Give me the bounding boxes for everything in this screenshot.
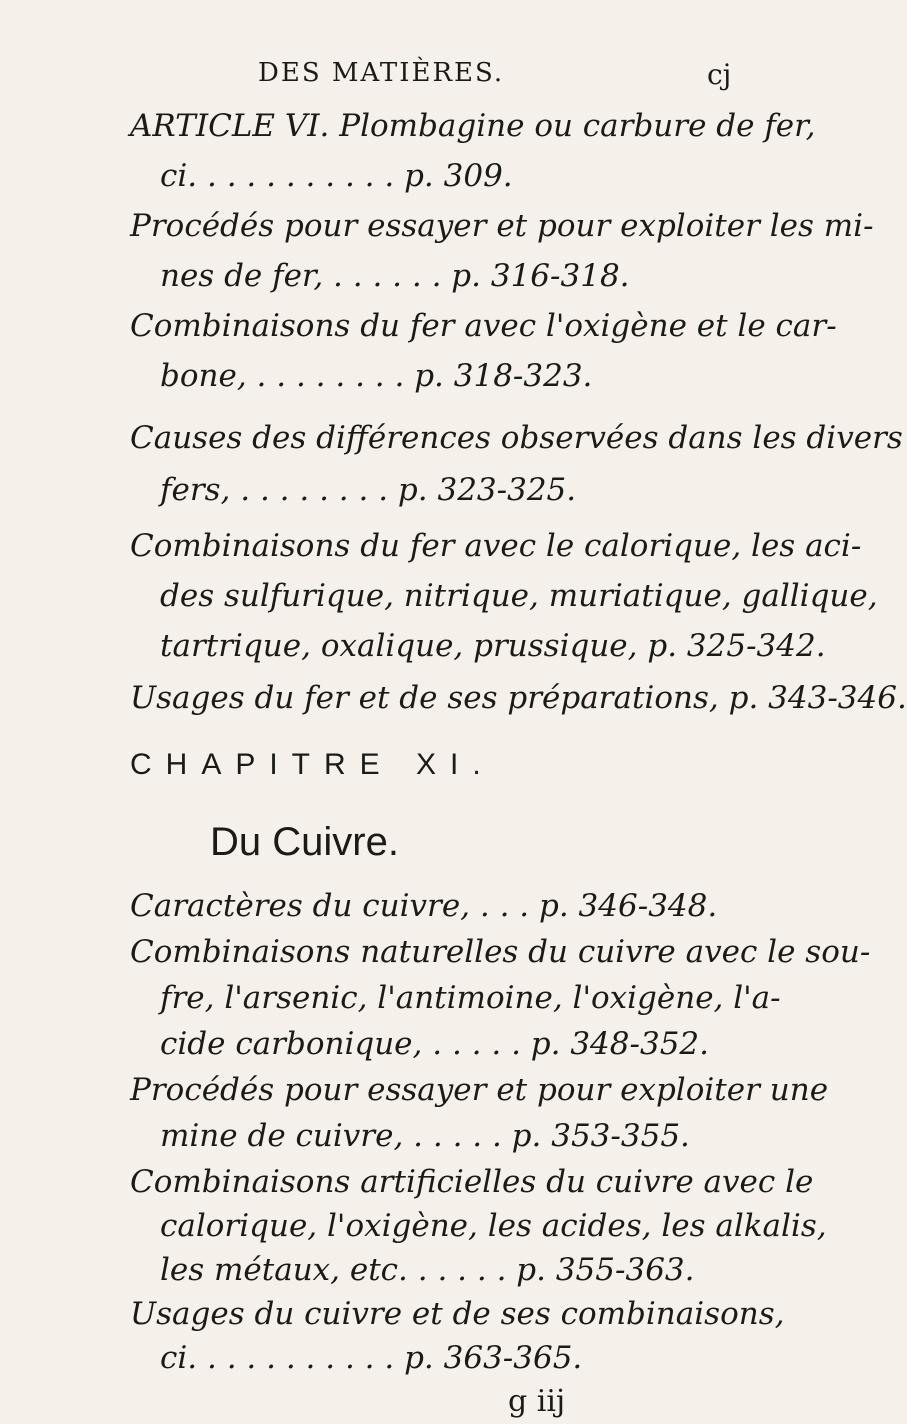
- toc-line: Caractères du cuivre, . . . p. 346-348.: [130, 888, 718, 924]
- section-title: Du Cuivre.: [210, 820, 399, 864]
- toc-line: bone, . . . . . . . . p. 318-323.: [160, 358, 593, 394]
- toc-line: Procédés pour essayer et pour exploiter une: [130, 1072, 829, 1108]
- toc-line: les métaux, etc. . . . . . p. 355-363.: [160, 1252, 695, 1288]
- toc-line: fre, l'arsenic, l'antimoine, l'oxigène, l'a-: [160, 980, 781, 1016]
- toc-line: cide carbonique, . . . . . p. 348-352.: [160, 1026, 709, 1062]
- chapter-heading: CHAPITRE XI.: [130, 748, 495, 781]
- header-signature: cj: [707, 58, 732, 91]
- toc-line: Usages du cuivre et de ses combinaisons,: [130, 1296, 785, 1332]
- header-title: DES MATIÈRES.: [258, 58, 505, 88]
- signature-mark: g iij: [508, 1384, 566, 1419]
- toc-line: Combinaisons du fer avec le calorique, les aci-: [130, 528, 862, 564]
- toc-line: Procédés pour essayer et pour exploiter les mi-: [130, 208, 874, 244]
- toc-line: Combinaisons du fer avec l'oxigène et le car-: [130, 308, 837, 344]
- toc-line: ARTICLE VI. Plombagine ou carbure de fer,: [130, 108, 816, 144]
- running-header: [0, 58, 801, 98]
- toc-line: calorique, l'oxigène, les acides, les alkalis,: [160, 1208, 827, 1244]
- toc-line: Causes des différences observées dans les divers: [130, 420, 903, 456]
- toc-line: ci. . . . . . . . . . . p. 363-365.: [160, 1340, 583, 1376]
- toc-line: ci. . . . . . . . . . . p. 309.: [160, 158, 513, 194]
- toc-line: tartrique, oxalique, prussique, p. 325-342.: [160, 628, 826, 664]
- toc-line: mine de cuivre, . . . . . p. 353-355.: [160, 1118, 690, 1154]
- toc-line: des sulfurique, nitrique, muriatique, gallique,: [160, 578, 878, 614]
- toc-line: Usages du fer et de ses préparations, p. 343-346.: [130, 680, 907, 716]
- toc-line: Combinaisons naturelles du cuivre avec le sou-: [130, 934, 871, 970]
- toc-line: Combinaisons artificielles du cuivre avec le: [130, 1164, 814, 1200]
- toc-line: nes de fer, . . . . . . p. 316-318.: [160, 258, 630, 294]
- toc-line: fers, . . . . . . . . p. 323-325.: [160, 472, 577, 508]
